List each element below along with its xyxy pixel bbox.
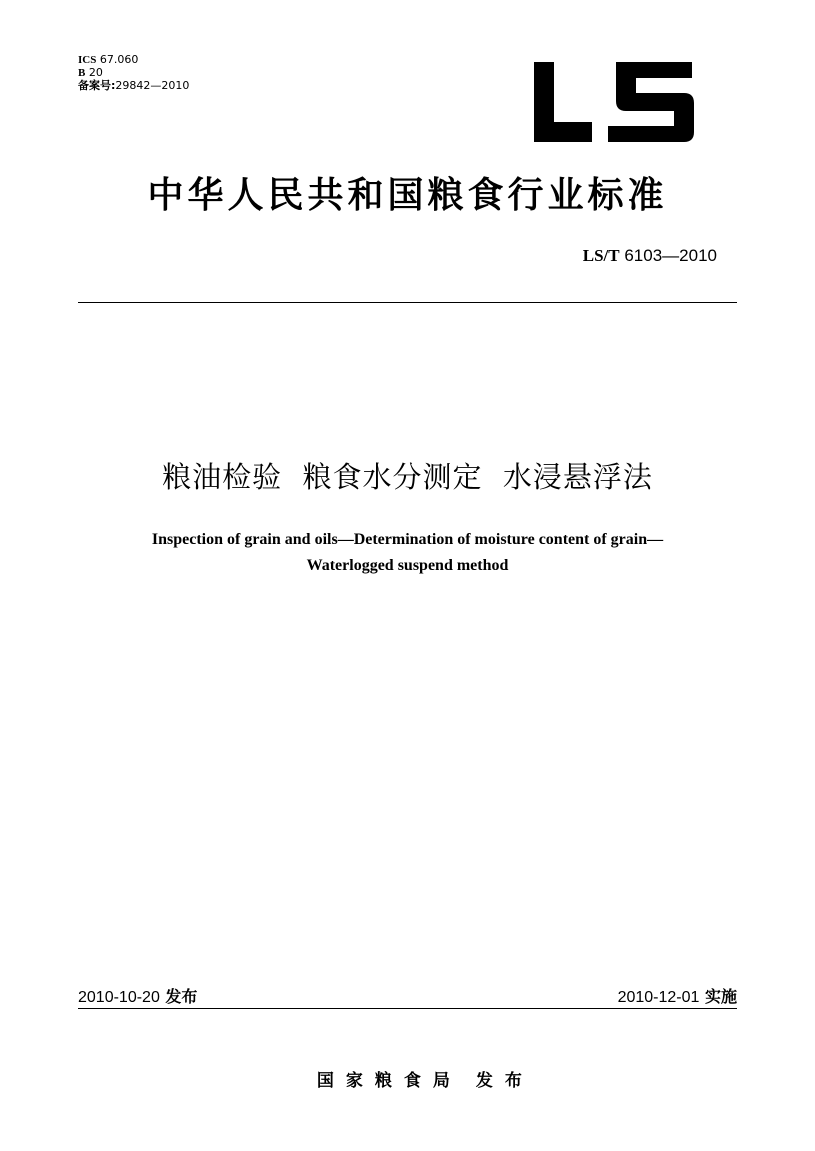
standard-number bbox=[440, 246, 717, 266]
issue-date-value: 2010-10-20 bbox=[78, 989, 160, 1006]
issue-date-label: 发布 bbox=[159, 987, 198, 1006]
issuer bbox=[0, 1046, 815, 1091]
implement-date bbox=[500, 984, 737, 1007]
issuer-action: 发布 bbox=[475, 1071, 534, 1091]
ics-code bbox=[78, 54, 138, 66]
ccs-label: B bbox=[78, 67, 86, 79]
ics-value: 67.060 bbox=[96, 53, 139, 66]
implement-date-value: 2010-12-01 bbox=[617, 989, 700, 1006]
issue-date bbox=[78, 984, 197, 1007]
ccs-code bbox=[78, 67, 103, 79]
standard-prefix: LS/T bbox=[582, 246, 620, 265]
bottom-divider bbox=[78, 1008, 737, 1009]
implement-date-label: 实施 bbox=[699, 987, 737, 1006]
ics-label: ICS bbox=[78, 54, 97, 66]
issuer-name: 国家粮食局 bbox=[316, 1071, 462, 1091]
record-number bbox=[78, 80, 189, 92]
title-english-line-2: Waterlogged suspend method bbox=[306, 557, 509, 574]
title-chinese: 粮油检验 粮食水分测定 水浸悬浮法 bbox=[162, 460, 653, 494]
top-divider bbox=[78, 302, 737, 303]
record-value: 29842—2010 bbox=[115, 79, 190, 92]
ccs-value: 20 bbox=[85, 66, 103, 79]
title-english-line-1: Inspection of grain and oils—Determination of moisture content of grain— bbox=[151, 531, 664, 548]
organization-title: 中华人民共和国粮食行业标准 bbox=[147, 175, 668, 216]
standard-code: 6103—2010 bbox=[619, 246, 717, 265]
ls-logo bbox=[534, 62, 694, 142]
record-label: 备案号: bbox=[78, 79, 116, 92]
